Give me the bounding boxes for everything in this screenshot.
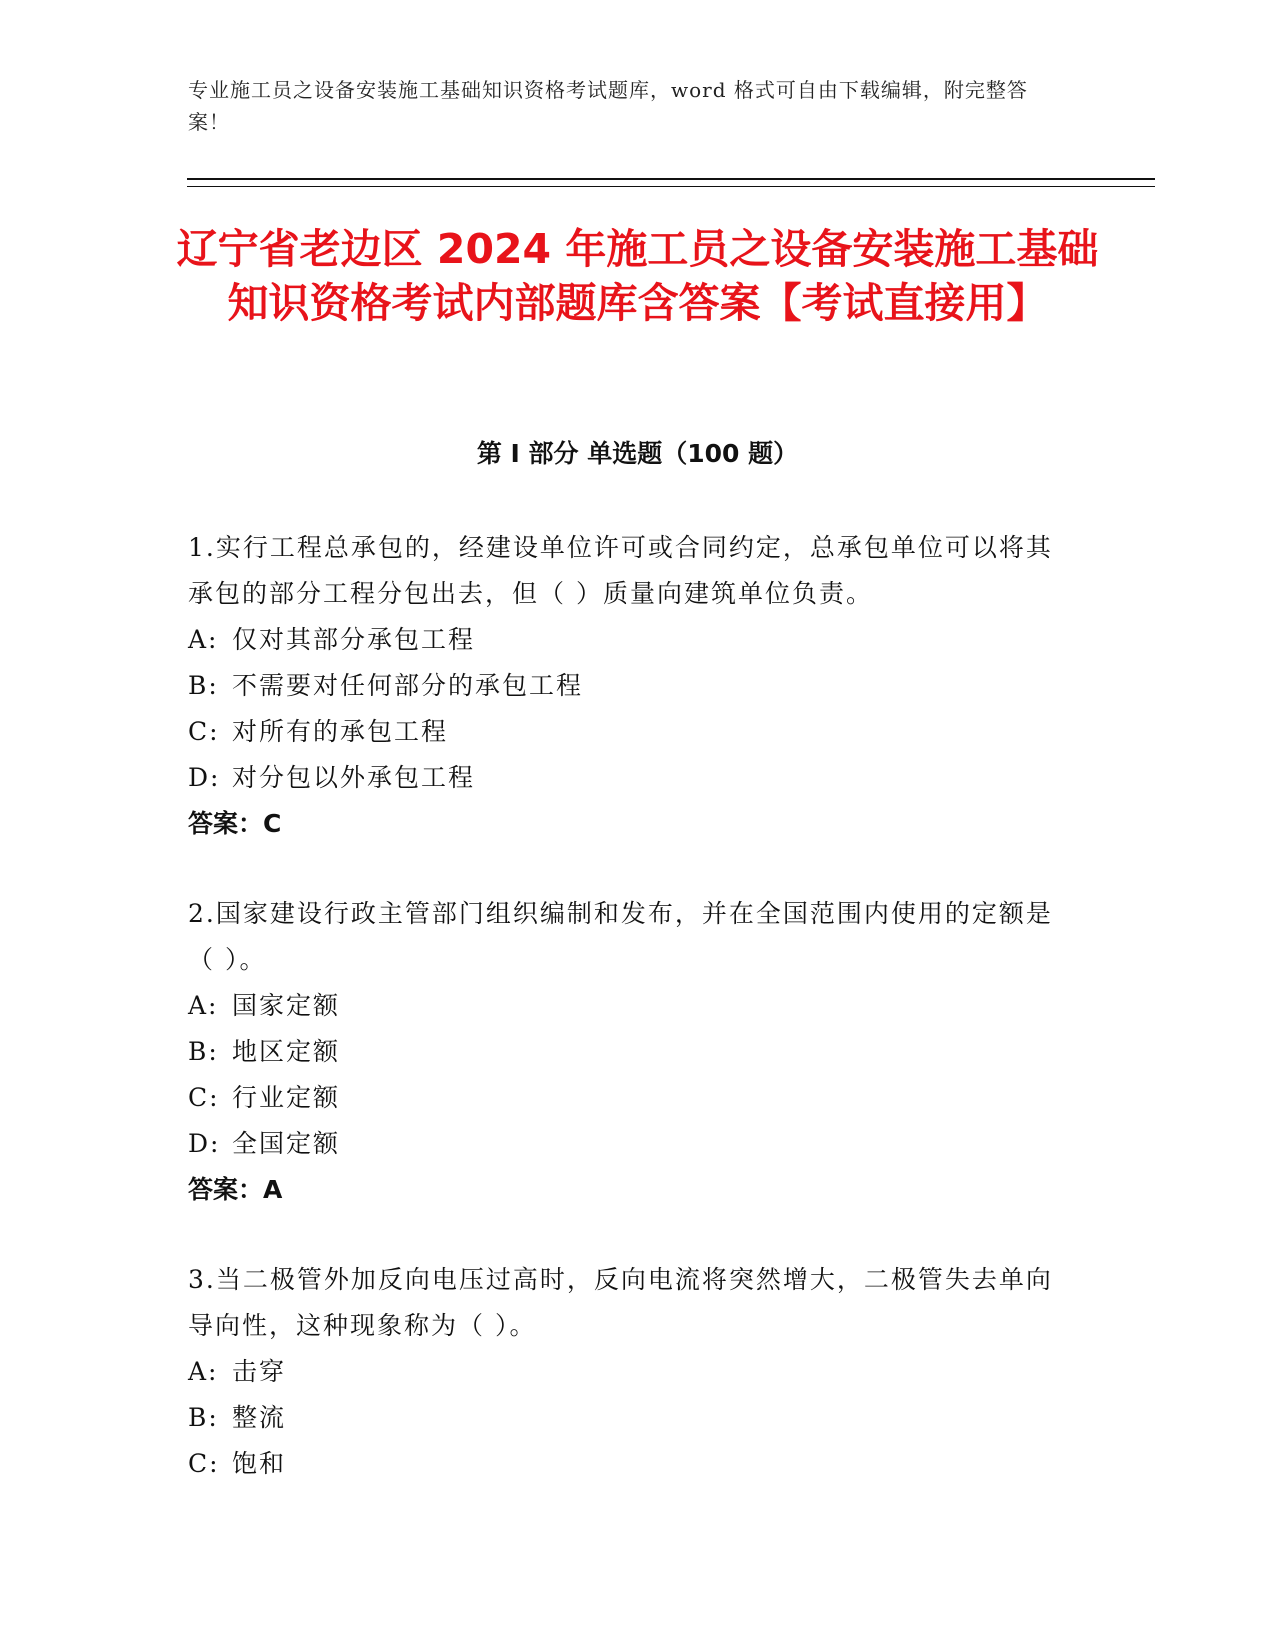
document-title: 辽宁省老边区 2024 年施工员之设备安装施工基础知识资格考试内部题库含答案【考试直接用】 — [176, 225, 1099, 327]
option-text: 行业定额 — [232, 1083, 341, 1112]
answer-line: 答案：A — [188, 1175, 283, 1204]
option-b — [188, 663, 1068, 709]
question-2 — [188, 891, 1068, 1213]
option-letter: D: — [188, 763, 221, 792]
option-c — [188, 1441, 1068, 1487]
option-a — [188, 1349, 1068, 1395]
question-stem: 3.当二极管外加反向电压过高时，反向电流将突然增大，二极管失去单向导向性，这种现象称为（ ）。 — [188, 1265, 1053, 1340]
option-text: 整流 — [232, 1403, 287, 1432]
section-heading: 第 I 部分 单选题（100 题） — [476, 439, 799, 468]
option-c — [188, 709, 1068, 755]
option-text: 国家定额 — [232, 991, 341, 1020]
option-letter: B: — [188, 1403, 219, 1432]
option-a — [188, 983, 1068, 1029]
option-letter: C: — [188, 717, 220, 746]
question-stem: 1.实行工程总承包的，经建设单位许可或合同约定，总承包单位可以将其承包的部分工程分包出去，但（ ）质量向建筑单位负责。 — [188, 533, 1053, 608]
option-text: 不需要对任何部分的承包工程 — [232, 671, 584, 700]
question-list — [188, 525, 1068, 1531]
option-b — [188, 1395, 1068, 1441]
option-letter: A: — [188, 991, 219, 1020]
option-text: 饱和 — [232, 1449, 287, 1478]
answer-line: 答案：C — [188, 809, 282, 838]
option-text: 击穿 — [232, 1357, 287, 1386]
option-d — [188, 755, 1068, 801]
question-1 — [188, 525, 1068, 847]
header-rule-thin — [187, 186, 1155, 187]
question-stem: 2.国家建设行政主管部门组织编制和发布，并在全国范围内使用的定额是（ ）。 — [188, 899, 1053, 974]
option-a — [188, 617, 1068, 663]
option-b — [188, 1029, 1068, 1075]
question-3 — [188, 1257, 1068, 1487]
option-text: 对所有的承包工程 — [232, 717, 449, 746]
option-letter: C: — [188, 1449, 220, 1478]
option-text: 全国定额 — [232, 1129, 341, 1158]
option-text: 仅对其部分承包工程 — [232, 625, 476, 654]
option-text: 对分包以外承包工程 — [232, 763, 476, 792]
option-letter: D: — [188, 1129, 221, 1158]
option-letter: A: — [188, 1357, 219, 1386]
option-text: 地区定额 — [232, 1037, 341, 1066]
option-c — [188, 1075, 1068, 1121]
option-letter: A: — [188, 625, 219, 654]
option-letter: C: — [188, 1083, 220, 1112]
option-d — [188, 1121, 1068, 1167]
option-letter: B: — [188, 1037, 219, 1066]
header-note: 专业施工员之设备安装施工基础知识资格考试题库，word 格式可自由下载编辑，附完整答案！ — [188, 78, 1028, 134]
option-letter: B: — [188, 671, 219, 700]
header-rule-thick — [187, 178, 1155, 180]
